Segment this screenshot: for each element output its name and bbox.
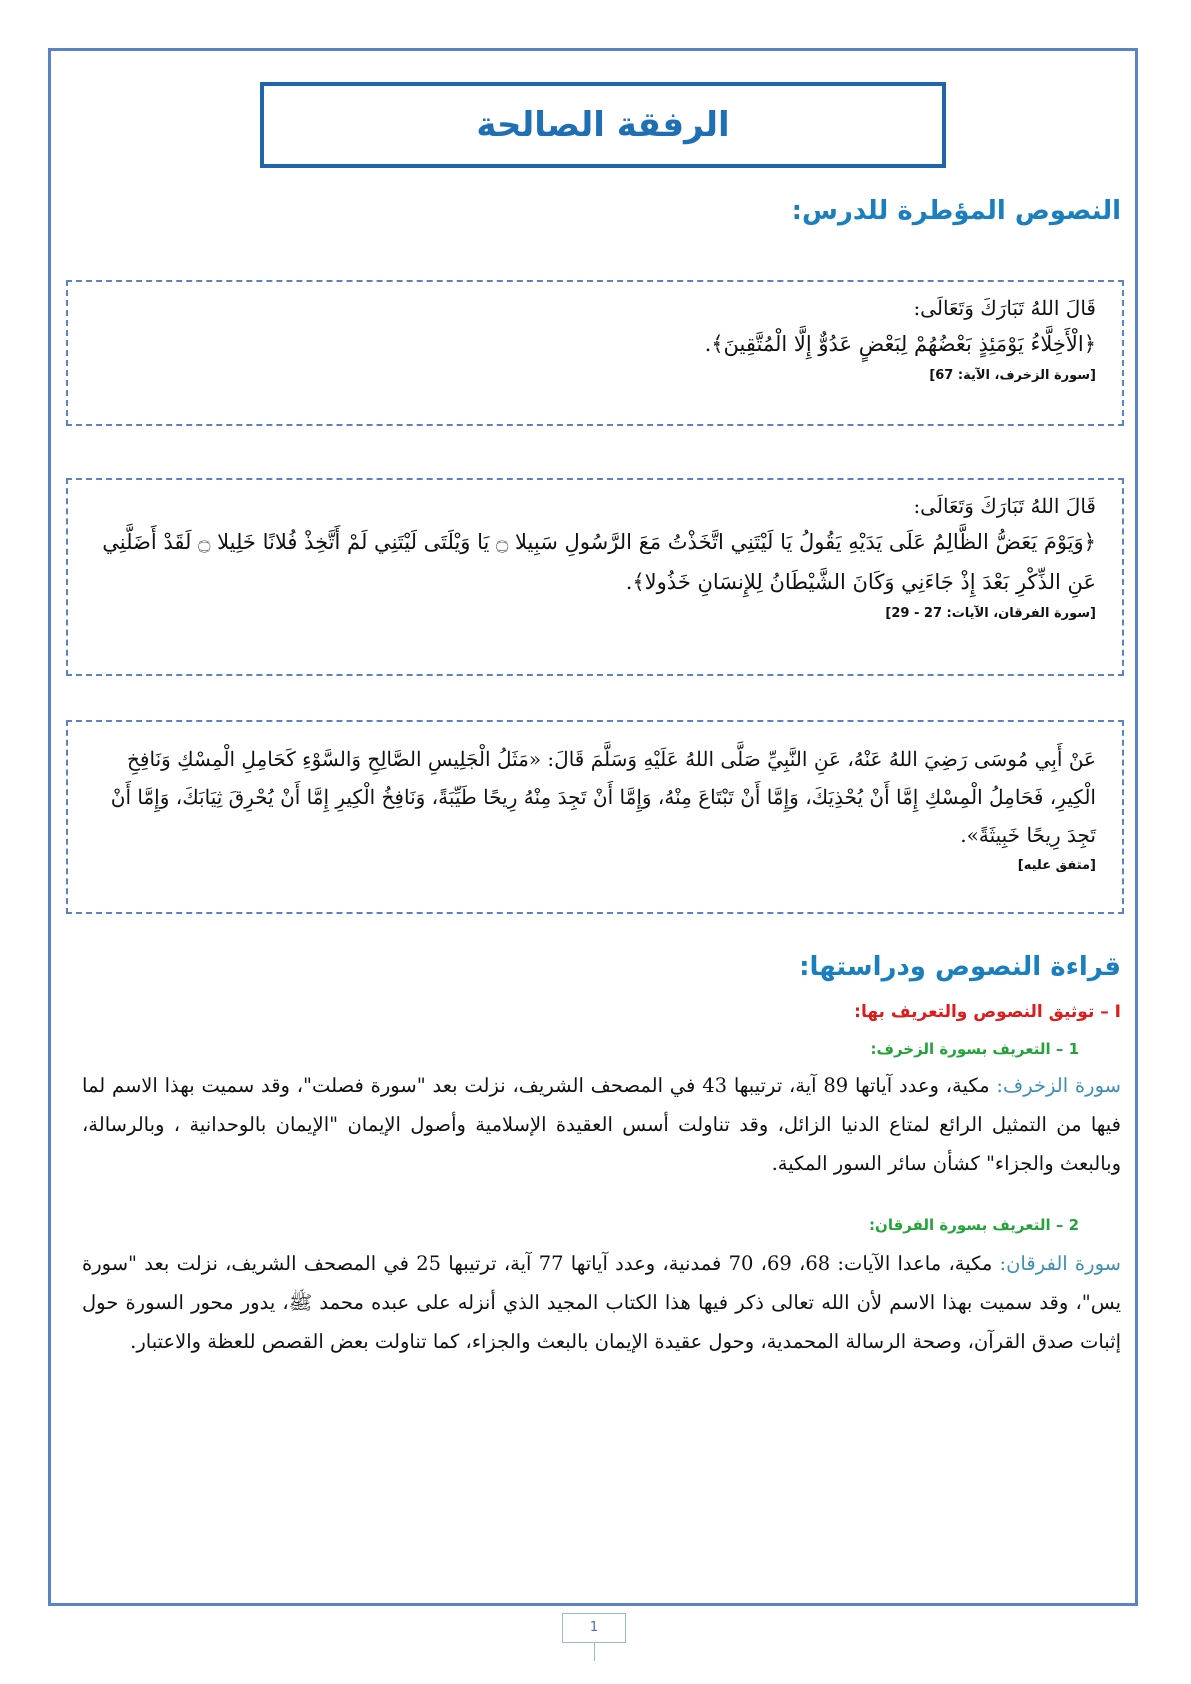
paragraph-furqan: [82, 1244, 1121, 1361]
paragraph-lead: سورة الفرقان:: [999, 1252, 1121, 1275]
hadith-box: [66, 720, 1124, 914]
verse-intro: قَالَ اللهُ تَبَارَكَ وَتَعَالَى:: [913, 296, 1096, 320]
subsection-zukhruf-title: 1 – التعريف بسورة الزخرف:: [870, 1040, 1079, 1058]
page-number-tick: [594, 1643, 595, 1661]
quran-box-furqan: [66, 478, 1124, 676]
verse-text: ﴿الْأَخِلَّاءُ يَوْمَئِذٍ بَعْضُهُمْ لِبَعْضٍ عَدُوٌّ إِلَّا الْمُتَّقِينَ﴾.: [704, 332, 1096, 356]
verse-intro: قَالَ اللهُ تَبَارَكَ وَتَعَالَى:: [913, 494, 1096, 518]
paragraph-body: مكية، وعدد آياتها 89 آية، ترتيبها 43 في المصحف الشريف، نزلت بعد "سورة فصلت"، وقد سميت بهذا الاسم لما فيها من التمثيل الرائع لمتاع الدنيا الزائل، وقد تناولت أسس العقيدة الإسلامية وأصول الإيمان "الإيمان بالوحدانية ، وبالرسالة، وبالبعث والجزاء" كشأن سائر السور المكية.: [82, 1074, 1121, 1175]
paragraph-body: مكية، ماعدا الآيات: 68، 69، 70 فمدنية، وعدد آياتها 77 آية، ترتيبها 25 في المصحف الشريف، نزلت بعد "سورة يس"، وقد سميت بهذا الاسم لأن الله تعالى ذكر فيها هذا الكتاب المجيد الذي أنزله على عبده محمد ﷺ، يدور محور السورة حول إثبات صدق القرآن، وصحة الرسالة المحمدية، وحول عقيدة الإيمان بالبعث والجزاء، كما تناولت بعض القصص للعظة والاعتبار.: [82, 1252, 1121, 1353]
section-heading-texts: النصوص المؤطرة للدرس:: [791, 196, 1121, 226]
verse-text: ﴿وَيَوْمَ يَعَضُّ الظَّالِمُ عَلَى يَدَيْهِ يَقُولُ يَا لَيْتَنِي اتَّخَذْتُ مَعَ الرَّسُولِ سَبِيلا ۝ يَا وَيْلَتَى لَيْتَنِي لَمْ أَتَّخِذْ فُلانًا خَلِيلا ۝ لَقَدْ أَضَلَّنِي عَنِ الذِّكْرِ بَعْدَ إِذْ جَاءَنِي وَكَانَ الشَّيْطَانُ لِلإِنسَانِ خَذُولا﴾.: [102, 530, 1096, 594]
paragraph-zukhruf: [82, 1066, 1121, 1183]
subsection-documentation: I – توثيق النصوص والتعريف بها:: [854, 1002, 1121, 1022]
section-heading-reading: قراءة النصوص ودراستها:: [799, 952, 1121, 982]
page-title: الرفقة الصالحة: [476, 105, 730, 145]
page-number: 1: [562, 1613, 626, 1643]
subsection-furqan-title: 2 – التعريف بسورة الفرقان:: [869, 1216, 1079, 1234]
hadith-reference: [متفق عليه]: [1017, 858, 1096, 873]
verse-reference: [سورة الفرقان، الآيات: 27 - 29]: [885, 606, 1096, 621]
hadith-text: عَنْ أَبِي مُوسَى رَضِيَ اللهُ عَنْهُ، عَنِ النَّبِيِّ صَلَّى اللهُ عَلَيْهِ وَسَلَّمَ قَالَ: «مَثَلُ الْجَلِيسِ الصَّالِحِ وَالسَّوْءِ كَحَامِلِ الْمِسْكِ وَنَافِخِ الْكِيرِ، فَحَامِلُ الْمِسْكِ إِمَّا أَنْ يُحْذِيَكَ، وَإِمَّا أَنْ تَبْتَاعَ مِنْهُ، وَإِمَّا أَنْ تَجِدَ مِنْهُ رِيحًا طَيِّبَةً، وَنَافِخُ الْكِيرِ إِمَّا أَنْ يُحْرِقَ ثِيَابَكَ، وَإِمَّا أَنْ تَجِدَ رِيحًا خَبِيثَةً».: [110, 747, 1096, 847]
verse-reference: [سورة الزخرف، الآية: 67]: [929, 368, 1096, 383]
paragraph-lead: سورة الزخرف:: [996, 1074, 1121, 1097]
quran-box-zukhruf: [66, 280, 1124, 426]
title-box: [260, 82, 946, 168]
